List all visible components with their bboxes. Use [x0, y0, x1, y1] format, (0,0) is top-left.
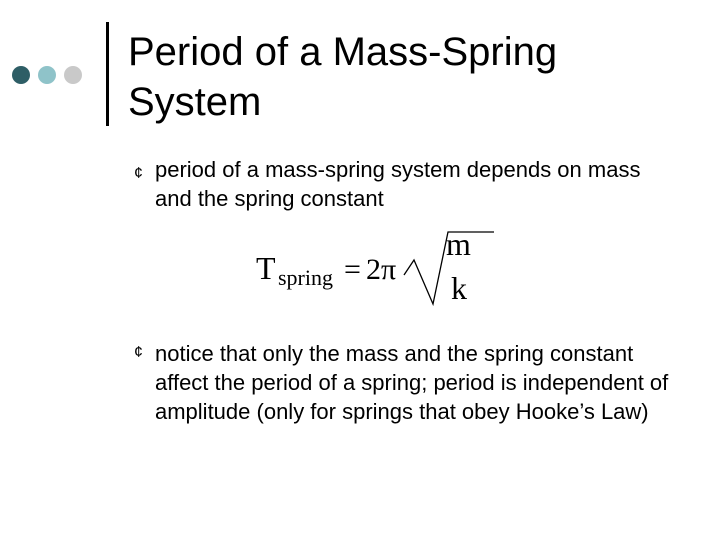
gray-dot-icon [64, 66, 82, 84]
formula-coefficient: 2π [366, 253, 397, 286]
period-formula [256, 228, 496, 308]
light-dot-icon [38, 66, 56, 84]
slide-title: Period of a Mass-Spring System [128, 30, 558, 124]
formula-numerator: m [446, 226, 471, 262]
bullet-text-2: notice that only the mass and the spring constant affect the period of a spring; period is independent of amplitude (only for springs that obey Hooke’s Law) [155, 341, 669, 424]
formula-denominator: k [451, 270, 467, 306]
decorative-dots [12, 66, 82, 84]
dark-dot-icon [12, 66, 30, 84]
title-divider [106, 22, 109, 126]
formula-subscript: spring [278, 265, 333, 290]
bullet-icon: ¢ [134, 165, 143, 182]
formula-equals: = [344, 253, 361, 286]
bullet-icon: ¢ [134, 344, 143, 361]
formula-symbol: T [256, 250, 276, 286]
bullet-text-1: period of a mass-spring system depends on mass and the spring constant [155, 157, 641, 211]
